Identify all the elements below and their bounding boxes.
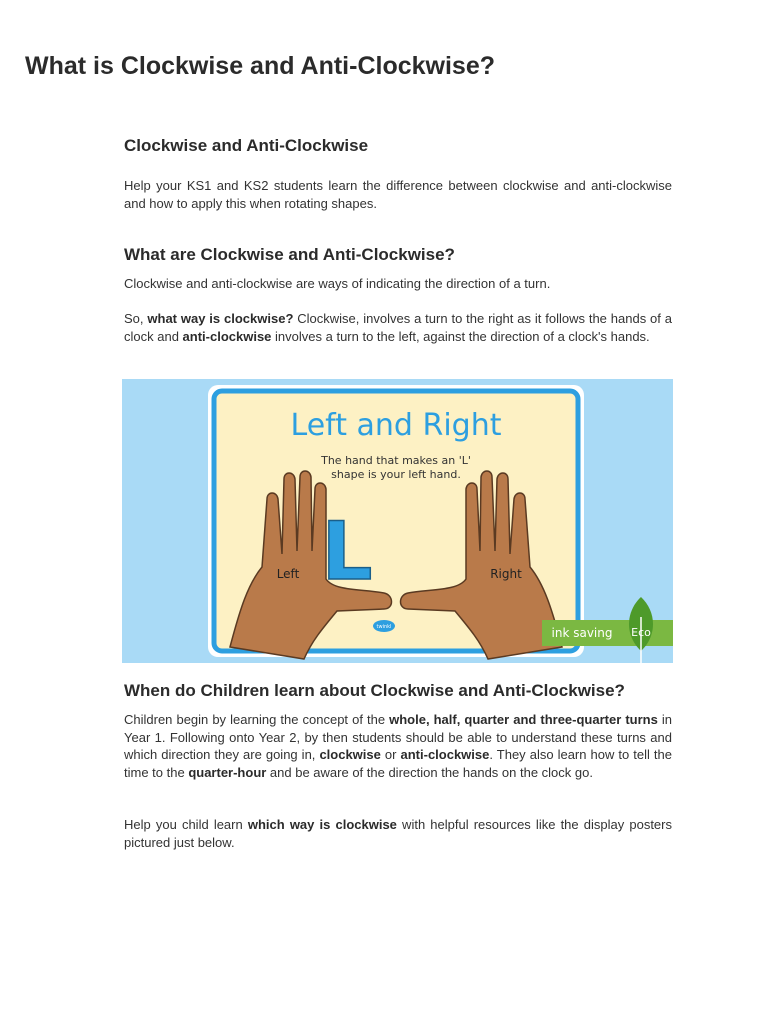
heading-what-are: What are Clockwise and Anti-Clockwise? xyxy=(124,245,455,264)
left-right-poster-image xyxy=(122,379,673,663)
poster-caption-line1: The hand that makes an 'L' xyxy=(321,454,471,467)
eco-leaf-text: Eco xyxy=(631,626,651,639)
right-hand-label: Right xyxy=(490,567,522,581)
left-hand-label: Left xyxy=(276,567,300,581)
poster-illustration xyxy=(122,379,673,663)
resources-paragraph: Help you child learn which way is clockwise with helpful resources like the display posters pictured just below. xyxy=(124,817,672,850)
definition-paragraph: Clockwise and anti-clockwise are ways of indicating the direction of a turn. xyxy=(124,276,551,291)
eco-badge-text: ink saving xyxy=(551,626,613,640)
heading-clockwise-anticlockwise: Clockwise and Anti-Clockwise xyxy=(124,136,369,155)
l-shape-letter: L xyxy=(321,505,373,598)
poster-title: Left and Right xyxy=(290,408,502,443)
page-title: What is Clockwise and Anti-Clockwise? xyxy=(25,52,495,80)
explanation-paragraph: So, what way is clockwise? Clockwise, involves a turn to the right as it follows the hands of a clock and anti-clockwise involves a turn to the left, against the direction of a clock's hands. xyxy=(124,311,672,344)
poster-caption-line2: shape is your left hand. xyxy=(331,468,461,481)
publisher-logo-text: twinkl xyxy=(376,624,392,630)
heading-when-learn: When do Children learn about Clockwise and Anti-Clockwise? xyxy=(124,681,625,700)
learning-paragraph: Children begin by learning the concept of the whole, half, quarter and three-quarter turns in Year 1. Following onto Year 2, by then students should be able to understand these turns and which direction they are going in, clockwise or anti-clockwise. They also learn how to tell the time to the quarter-hour and be aware of the direction the hands on the clock go. xyxy=(124,712,672,780)
intro-paragraph: Help your KS1 and KS2 students learn the difference between clockwise and anti-clockwise and how to apply this when rotating shapes. xyxy=(124,178,672,211)
